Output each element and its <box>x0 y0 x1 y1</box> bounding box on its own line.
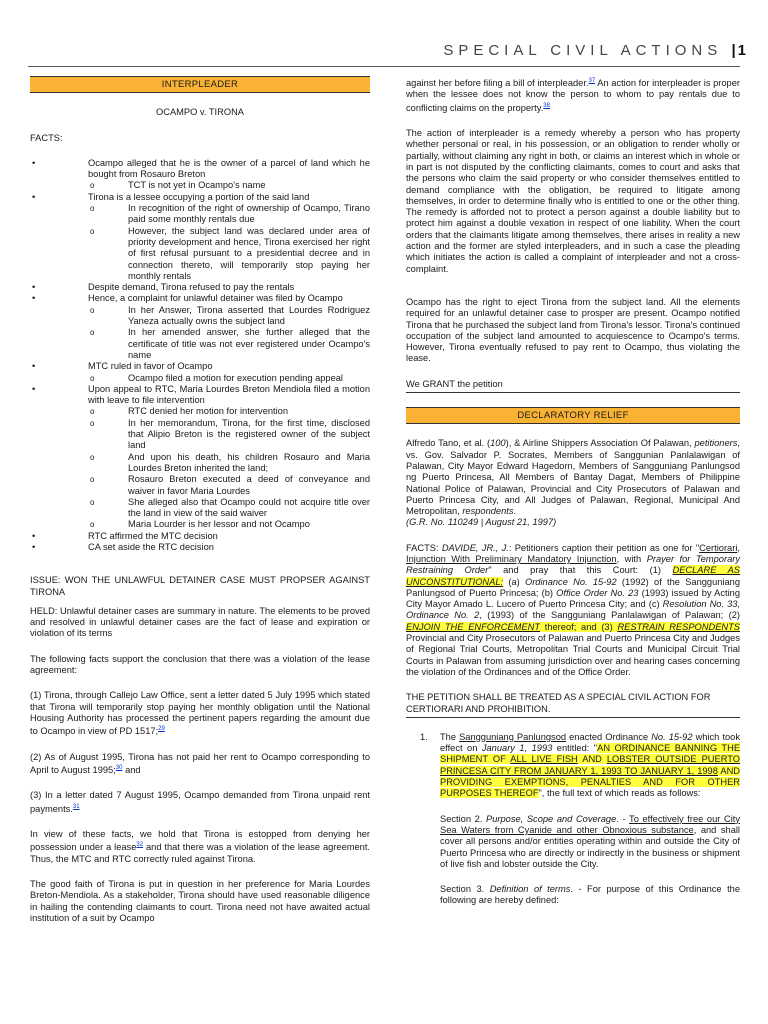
footnote-link[interactable]: 29 <box>158 726 165 733</box>
paragraph: The action of interpleader is a remedy whereby a person who has property whether personal or real, in his possession, or an obligation to render wholly or partially, without claiming any right in both, or claims an interest which in whole or in part is not disputed by the conflicting claimants, comes to court and asks that the persons who claim the said property or who consider themselves entitled to demand compliance with the obligation, be required to litigate among themselves, in order to determine finally who is entitled to one or the other thing. The remedy is afforded not to protect a person against a double liability but to protect him against a double vexation in respect of one liability. When the court orders that the claimants litigate among themselves, there arises in reality a new action and the former are styled interpleaders, and in such a case the pleading which initiates the action is called a complaint of interpleader and not a cross-complaint. <box>406 128 740 274</box>
footnote-link[interactable]: 30 <box>115 764 123 771</box>
numbered-item: 1. The Sangguniang Panlungsod enacted Ordinance No. 15-92 which took effect on January 1, 1993 entitled: "AN ORDINANCE BANNING THE SHIPMENT OF ALL LIVE FISH AND LOBSTER OUTSIDE PUERTO PRINCESA CITY FROM JANUARY 1, 1993 TO JANUARY 1, 1998 AND PROVIDING EXEMPTIONS, PENALTIES AND FOR OTHER PURPOSES THEREOF", the full text of which reads as follows: <box>420 731 741 799</box>
facts-label: FACTS: <box>30 132 63 143</box>
fact-item: o Ocampo filed a motion for execution pending appeal <box>30 373 370 384</box>
paragraph: The good faith of Tirona is put in question in her preference for Maria Lourdes Breton-Mendiola. As a stakeholder, Tirona should have used reasonable diligence in hailing the contending claimants to court. Tirona need not have awaited actual institution of a suit by Ocampo <box>30 879 370 923</box>
fact-item: • Upon appeal to RTC, Maria Lourdes Breton Mendiola filed a motion with leave to file intervention <box>30 384 370 407</box>
case-title: OCAMPO v. TIRONA <box>156 107 244 118</box>
left-column <box>30 76 370 924</box>
issue-paragraph: ISSUE: WON THE UNLAWFUL DETAINER CASE MUST PROPSER AGAINST TIRONA <box>30 575 370 597</box>
fact-item: • Hence, a complaint for unlawful detainer was filed by Ocampo <box>30 293 370 304</box>
paragraph: In view of these facts, we hold that Tirona is estopped from denying her possession under a lease$^{32}$ and that there was a violation of the lease agreement. Thus, the MTC and RTC correctly ruled against Tirona. <box>30 829 370 864</box>
facts-list <box>30 158 370 553</box>
fact-item: o In her amended answer, she further alleged that the certificate of title was not ever registered under Ocampo's name <box>30 327 370 361</box>
section-3: Section 3. Definition of terms. - For purpose of this Ordinance the following are hereby defined: <box>440 884 740 906</box>
section-band-interpleader: INTERPLEADER <box>30 76 370 93</box>
right-column <box>406 76 740 907</box>
fact-item: o RTC denied her motion for intervention <box>30 406 370 417</box>
held-paragraph: HELD: Unlawful detainer cases are summary in nature. The elements to be proved and resolved in unlawful detainer cases are the fact of lease and expiration or violation of its terms <box>30 605 370 639</box>
section-band-declaratory-relief: DECLARATORY RELIEF <box>406 407 740 424</box>
running-header <box>443 42 748 59</box>
fact-item: • Despite demand, Tirona refused to pay the rentals <box>30 282 370 293</box>
fact-item: • MTC ruled in favor of Ocampo <box>30 361 370 372</box>
fact-item: o In her memorandum, Tirona, for the first time, disclosed that Alipio Breton is the registered owner of the subject land <box>30 418 370 452</box>
footnote-link[interactable]: 32 <box>136 842 144 849</box>
fact-item: o In recognition of the right of ownership of Ocampo, Tirano paid some monthly rentals due <box>30 203 370 226</box>
footnote-link[interactable]: 37 <box>588 78 596 84</box>
case-caption: Alfredo Tano, et al. (100), & Airline Shippers Association Of Palawan, petitioners, vs. Gov. Salvador P. Socrates, Members of Sanggunian Panlalawigan of Palawan, City Mayor Edward Hagedorn, Members of Sangguniang Panlungsod ng Puerto Princesa, All Members of Bantay Dagat, Members of Philippine National Police of Palawan, Provincial and City Prosecutors of Palawan and Puerto Princesa City, and All Judges of Palawan, Regional, Municipal And Metropolitan, respondents. (G.R. No. 110249 | August 21, 1997) <box>406 438 740 528</box>
footnote-link[interactable]: 31 <box>72 803 80 810</box>
fact-item: o Maria Lourder is her lessor and not Ocampo <box>30 519 370 530</box>
fact-item: • RTC affirmed the MTC decision <box>30 531 370 542</box>
header-rule <box>28 66 740 67</box>
facts-paragraph: FACTS: DAVIDE, JR., J.: Petitioners caption their petition as one for "Certiorari, Injunction With Preliminary Mandatory Injunction, with Prayer for Temporary Restraining Order" and pray that this Court: (1) DECLARE AS UNCONSTITUTIONAL: (a) Ordinance No. 15-92 (1992) of the Sangguniang Panlungsod of Puerto Princesa; (b) Office Order No. 23 (1993) issued by Acting City Mayor Amado L. Lucero of Puerto Princesa City; and (c) Resolution No. 33, Ordinance No. 2, (1993) of the Sangguniang Panlalawigan of Palawan; (2) ENJOIN THE ENFORCEMENT thereof; and (3) RESTRAIN RESPONDENTS Provincial and City Prosecutors of Palawan and Puerto Princesa City and Judges of Regional Trial Courts, Metropolitan Trial Courts and Municipal Circuit Trial Courts in Palawan from assuming jurisdiction over and hearing cases concerning the violation of the Ordinances and of the Office Order. <box>406 542 741 677</box>
paragraph: against her before filing a bill of interpleader.$^{37}$ An action for interpleader is proper when the lessee does not know the person to whom to pay rentals due to conflicting claims on the property.$^{38}$ <box>406 78 740 113</box>
header-title: SPECIAL CIVIL ACTIONS <box>443 42 723 59</box>
paragraph: (2) As of August 1995, Tirona has not paid her rent to Ocampo corresponding to April to August 1995;$^{30}$ and <box>30 751 370 776</box>
treatment-heading: THE PETITION SHALL BE TREATED AS A SPECIAL CIVIL ACTION FOR CERTIORARI AND PROHIBITION. <box>406 692 740 718</box>
fact-item: • Tirona is a lessee occupying a portion of the said land <box>30 192 370 203</box>
paragraph: The following facts support the conclusion that there was a violation of the lease agreement: <box>30 653 370 676</box>
fact-item: • Ocampo alleged that he is the owner of a parcel of land which he bought from Rosauro Breton <box>30 158 370 181</box>
fact-item: o However, the subject land was declared under area of priority development and hence, Tirona exercised her right of first refusal pursuant to a presidential decree and in connection thereto, will temporarily stop paying her monthly rentals <box>30 226 370 282</box>
fact-item: o Rosauro Breton executed a deed of conveyance and waiver in favor Maria Lourdes <box>30 474 370 497</box>
fact-item: o And upon his death, his children Rosauro and Maria Lourdes Breton inherited the land; <box>30 452 370 475</box>
paragraph: (1) Tirona, through Callejo Law Office, sent a letter dated 5 July 1995 which stated that Tirona will temporarily stop paying her monthly obligation until the National Housing Authority has processed the pertinent papers regarding the amount due to Ocampo in view of PD 1517;$^{29}$ <box>30 690 370 737</box>
fact-item: • CA set aside the RTC decision <box>30 542 370 553</box>
page-number: 1 <box>737 42 748 59</box>
fact-item: o In her Answer, Tirona asserted that Lourdes Rodriguez Yaneza actually owns the subject land <box>30 305 370 328</box>
grant-line: We GRANT the petition <box>406 379 740 393</box>
footnote-link[interactable]: 38 <box>543 102 550 109</box>
section-2: Section 2. Purpose, Scope and Coverage. - To effectively free our City Sea Waters from Cyanide and other Obnoxious substance, and shall cover all persons and/or entities operating within and outside the City of Puerto Princesa who are directly or indirectly in the business or shipment of live fish and lobster outside the City. <box>440 813 740 869</box>
gr-citation: (G.R. No. 110249 | August 21, 1997) <box>406 517 557 528</box>
header-separator: | <box>731 42 738 59</box>
paragraph: Ocampo has the right to eject Tirona from the subject land. All the elements required for an unlawful detainer case to prosper are present. Ocampo notified Tirona that he purchased the subject land from Tirona's lessor. Tirona's continued occupation of the subject land amounted to acquiescence to Ocampo's terms. However, Tirona eventually refused to pay rent to Ocampo, thus violating the lease. <box>406 296 740 364</box>
fact-item: o She alleged also that Ocampo could not acquire title over the land in view of the said waiver <box>30 497 370 520</box>
fact-item: o TCT is not yet in Ocampo's name <box>30 180 370 191</box>
paragraph: (3) In a letter dated 7 August 1995, Ocampo demanded from Tirona unpaid rent payments.$^{31}$ <box>30 790 370 814</box>
